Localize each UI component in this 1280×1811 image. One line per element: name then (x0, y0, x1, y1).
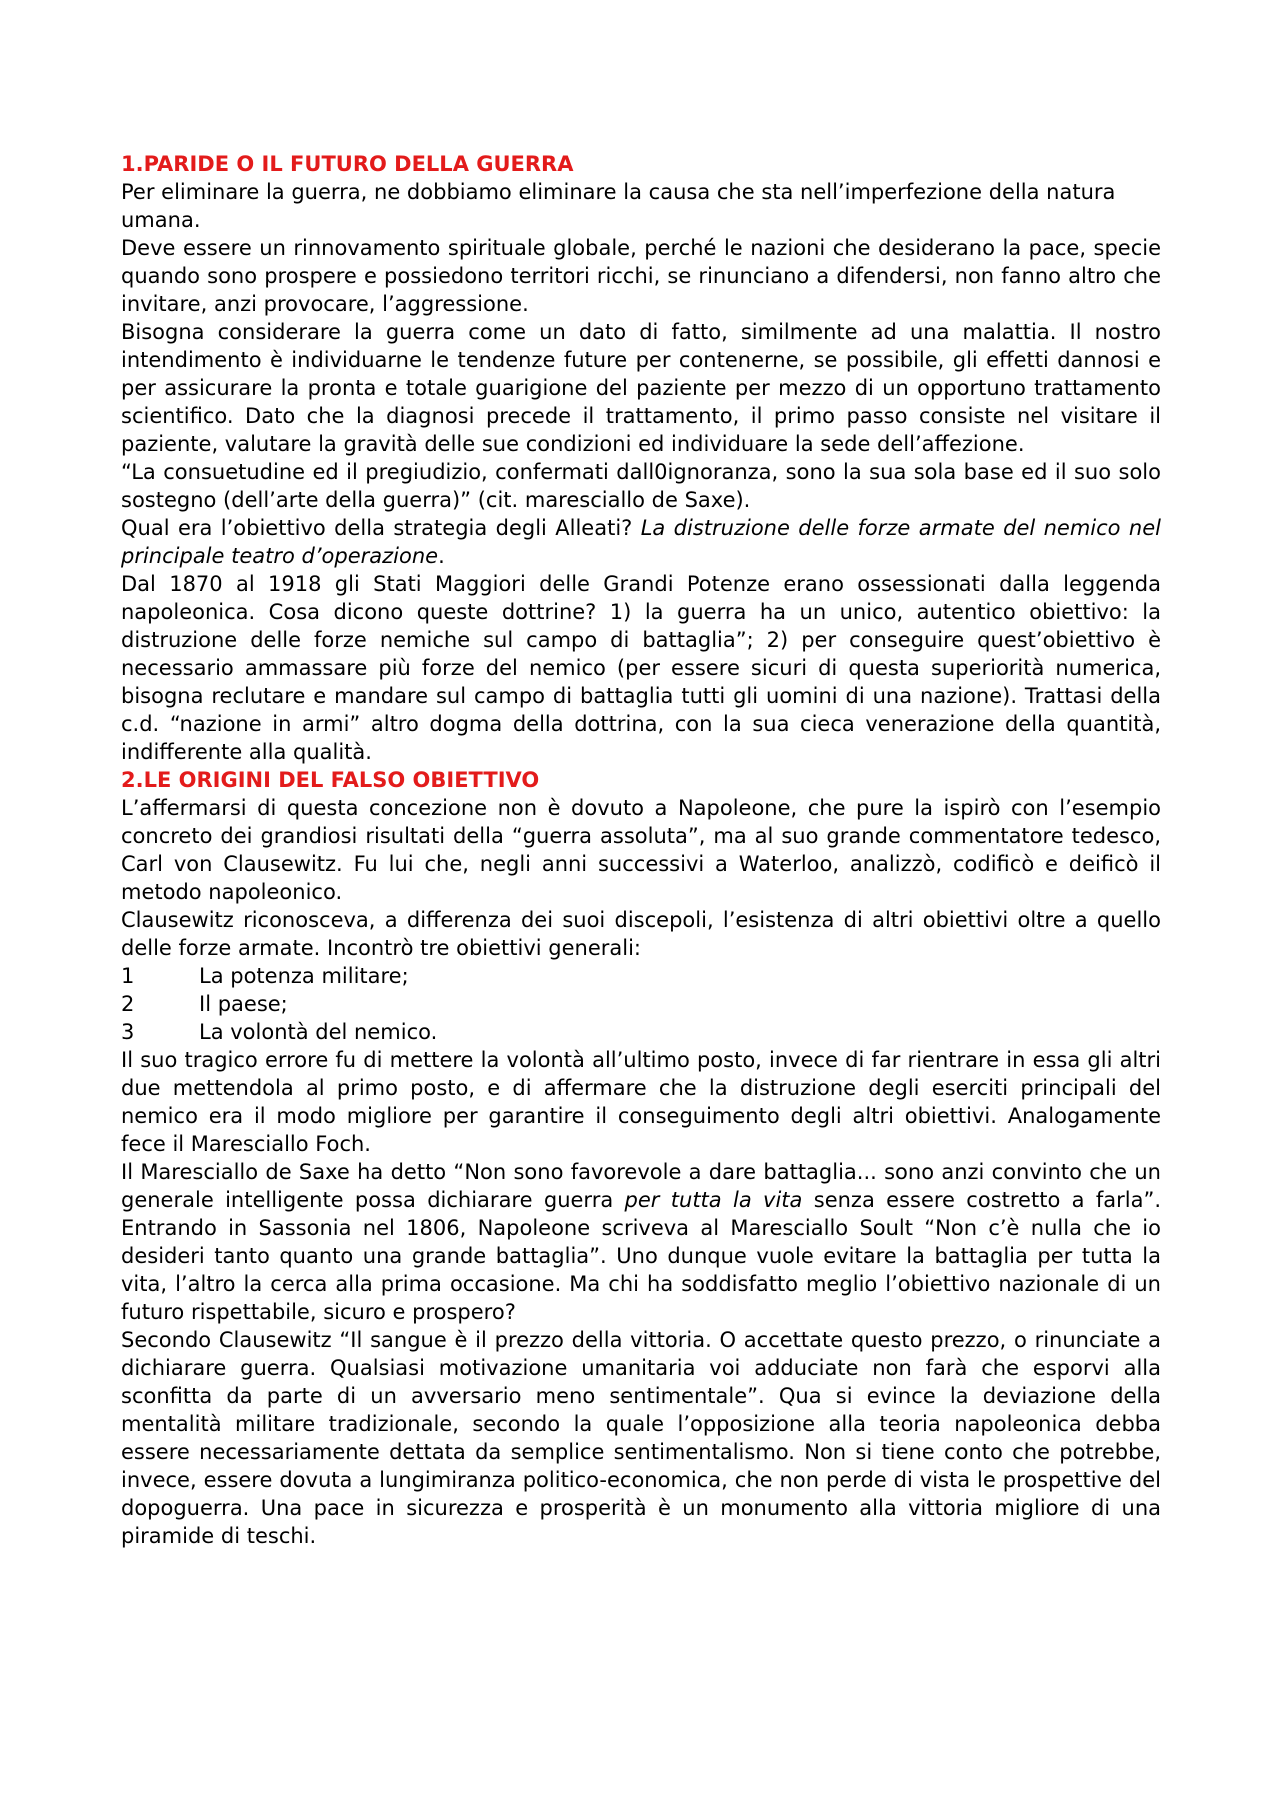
list-item (121, 962, 1161, 990)
section-2-paragraph-5: Secondo Clausewitz “Il sangue è il prezzo della vittoria. O accettate questo prezzo, o rinunciate a dichiarare guerra. Qualsiasi motivazione umanitaria voi adduciate non farà che esporvi alla sconfitta da parte di un avversario meno sentimentale”. Qua si evince la deviazione della mentalità militare tradizionale, secondo la quale l’opposizione alla teoria napoleonica debba essere necessariamente dettata da semplice sentimentalismo. Non si tiene conto che potrebbe, invece, essere dovuta a lungimiranza politico-economica, che non perde di vista le prospettive del dopoguerra. Una pace in sicurezza e prosperità è un monumento alla vittoria migliore di una piramide di teschi. (121, 1328, 1161, 1548)
section-1-paragraph-6: Dal 1870 al 1918 gli Stati Maggiori delle Grandi Potenze erano ossessionati dalla leggenda napoleonica. Cosa dicono queste dottrine? 1) la guerra ha un unico, autentico obiettivo: la distruzione delle forze nemiche sul campo di battaglia”; 2) per conseguire quest’obiettivo è necessario ammassare più forze del nemico (per essere sicuri di questa superiorità numerica, bisogna reclutare e mandare sul campo di battaglia tutti gli uomini di una nazione). Trattasi della c.d. “nazione in armi” altro dogma della dottrina, con la sua cieca venerazione della quantità, indifferente alla qualità. (121, 572, 1161, 764)
list-item (121, 1018, 1161, 1046)
list-item (121, 990, 1161, 1018)
section-1-paragraph-3: Bisogna considerare la guerra come un dato di fatto, similmente ad una malattia. Il nostro intendimento è individuarne le tendenze future per contenerne, se possibile, gli effetti dannosi e per assicurare la pronta e totale guarigione del paziente per mezzo di un opportuno trattamento scientifico. Dato che la diagnosi precede il trattamento, il primo passo consiste nel visitare il paziente, valutare la gravità delle sue condizioni ed individuare la sede dell’affezione. (121, 320, 1161, 456)
section-2-paragraph-4 (121, 1158, 1161, 1326)
section-1-paragraph-5-text: Qual era l’obiettivo della strategia degli Alleati? (121, 516, 641, 540)
section-2-paragraph-1: L’affermarsi di questa concezione non è dovuto a Napoleone, che pure la ispirò con l’esempio concreto dei grandiosi risultati della “guerra assoluta”, ma al suo grande commentatore tedesco, Carl von Clausewitz. Fu lui che, negli anni successivi a Waterloo, analizzò, codificò e deificò il metodo napoleonico. (121, 796, 1161, 904)
objectives-list (121, 962, 1161, 1046)
list-item-number: 1 (121, 964, 135, 988)
list-item-text: La potenza militare; (199, 964, 409, 988)
section-2-paragraph-4-end: senza essere costretto a farla”. Entrando in Sassonia nel 1806, Napoleone scriveva al Maresciallo Soult “Non c’è nulla che io desideri tanto quanto una grande battaglia”. Uno dunque vuole evitare la battaglia per tutta la vita, l’altro la cerca alla prima occasione. Ma chi ha soddisfatto meglio l’obiettivo nazionale di un futuro rispettabile, sicuro e prospero? (121, 1188, 1161, 1324)
section-1-paragraph-1: Per eliminare la guerra, ne dobbiamo eliminare la causa che sta nell’imperfezione della natura umana. (121, 180, 1116, 232)
section-1-paragraph-4: “La consuetudine ed il pregiudizio, confermati dall0ignoranza, sono la sua sola base ed il suo solo sostegno (dell’arte della guerra)” (cit. maresciallo de Saxe). (121, 460, 1161, 512)
section-2-heading: 2.LE ORIGINI DEL FALSO OBIETTIVO (121, 768, 540, 792)
list-item-number: 2 (121, 992, 135, 1016)
document-page (121, 150, 1161, 1550)
list-item-text: La volontà del nemico. (199, 1020, 438, 1044)
section-2-paragraph-4-italic: per tutta la vita (624, 1188, 803, 1212)
list-item-number: 3 (121, 1020, 135, 1044)
section-2-paragraph-4-text: Il Maresciallo de Saxe ha detto “Non sono favorevole a dare battaglia... sono anzi convinto che un generale intelligente possa dichiarare guerra (121, 1160, 1161, 1212)
section-1-paragraph-5 (121, 514, 1161, 570)
section-2-paragraph-3: Il suo tragico errore fu di mettere la volontà all’ultimo posto, invece di far rientrare in essa gli altri due mettendola al primo posto, e di affermare che la distruzione degli eserciti principali del nemico era il modo migliore per garantire il conseguimento degli altri obiettivi. Analogamente fece il Maresciallo Foch. (121, 1048, 1161, 1156)
section-1-paragraph-2: Deve essere un rinnovamento spirituale globale, perché le nazioni che desiderano la pace, specie quando sono prospere e possiedono territori ricchi, se rinunciano a difendersi, non fanno altro che invitare, anzi provocare, l’aggressione. (121, 236, 1161, 316)
section-1-paragraph-5-end: . (438, 544, 445, 568)
list-item-text: Il paese; (199, 992, 288, 1016)
section-1-paragraph-5-italic: La distruzione delle forze armate del nemico nel principale teatro d’operazione (121, 516, 1161, 568)
section-2-paragraph-2: Clausewitz riconosceva, a differenza dei suoi discepoli, l’esistenza di altri obiettivi oltre a quello delle forze armate. Incontrò tre obiettivi generali: (121, 908, 1161, 960)
section-1-heading: 1.PARIDE O IL FUTURO DELLA GUERRA (121, 152, 574, 176)
